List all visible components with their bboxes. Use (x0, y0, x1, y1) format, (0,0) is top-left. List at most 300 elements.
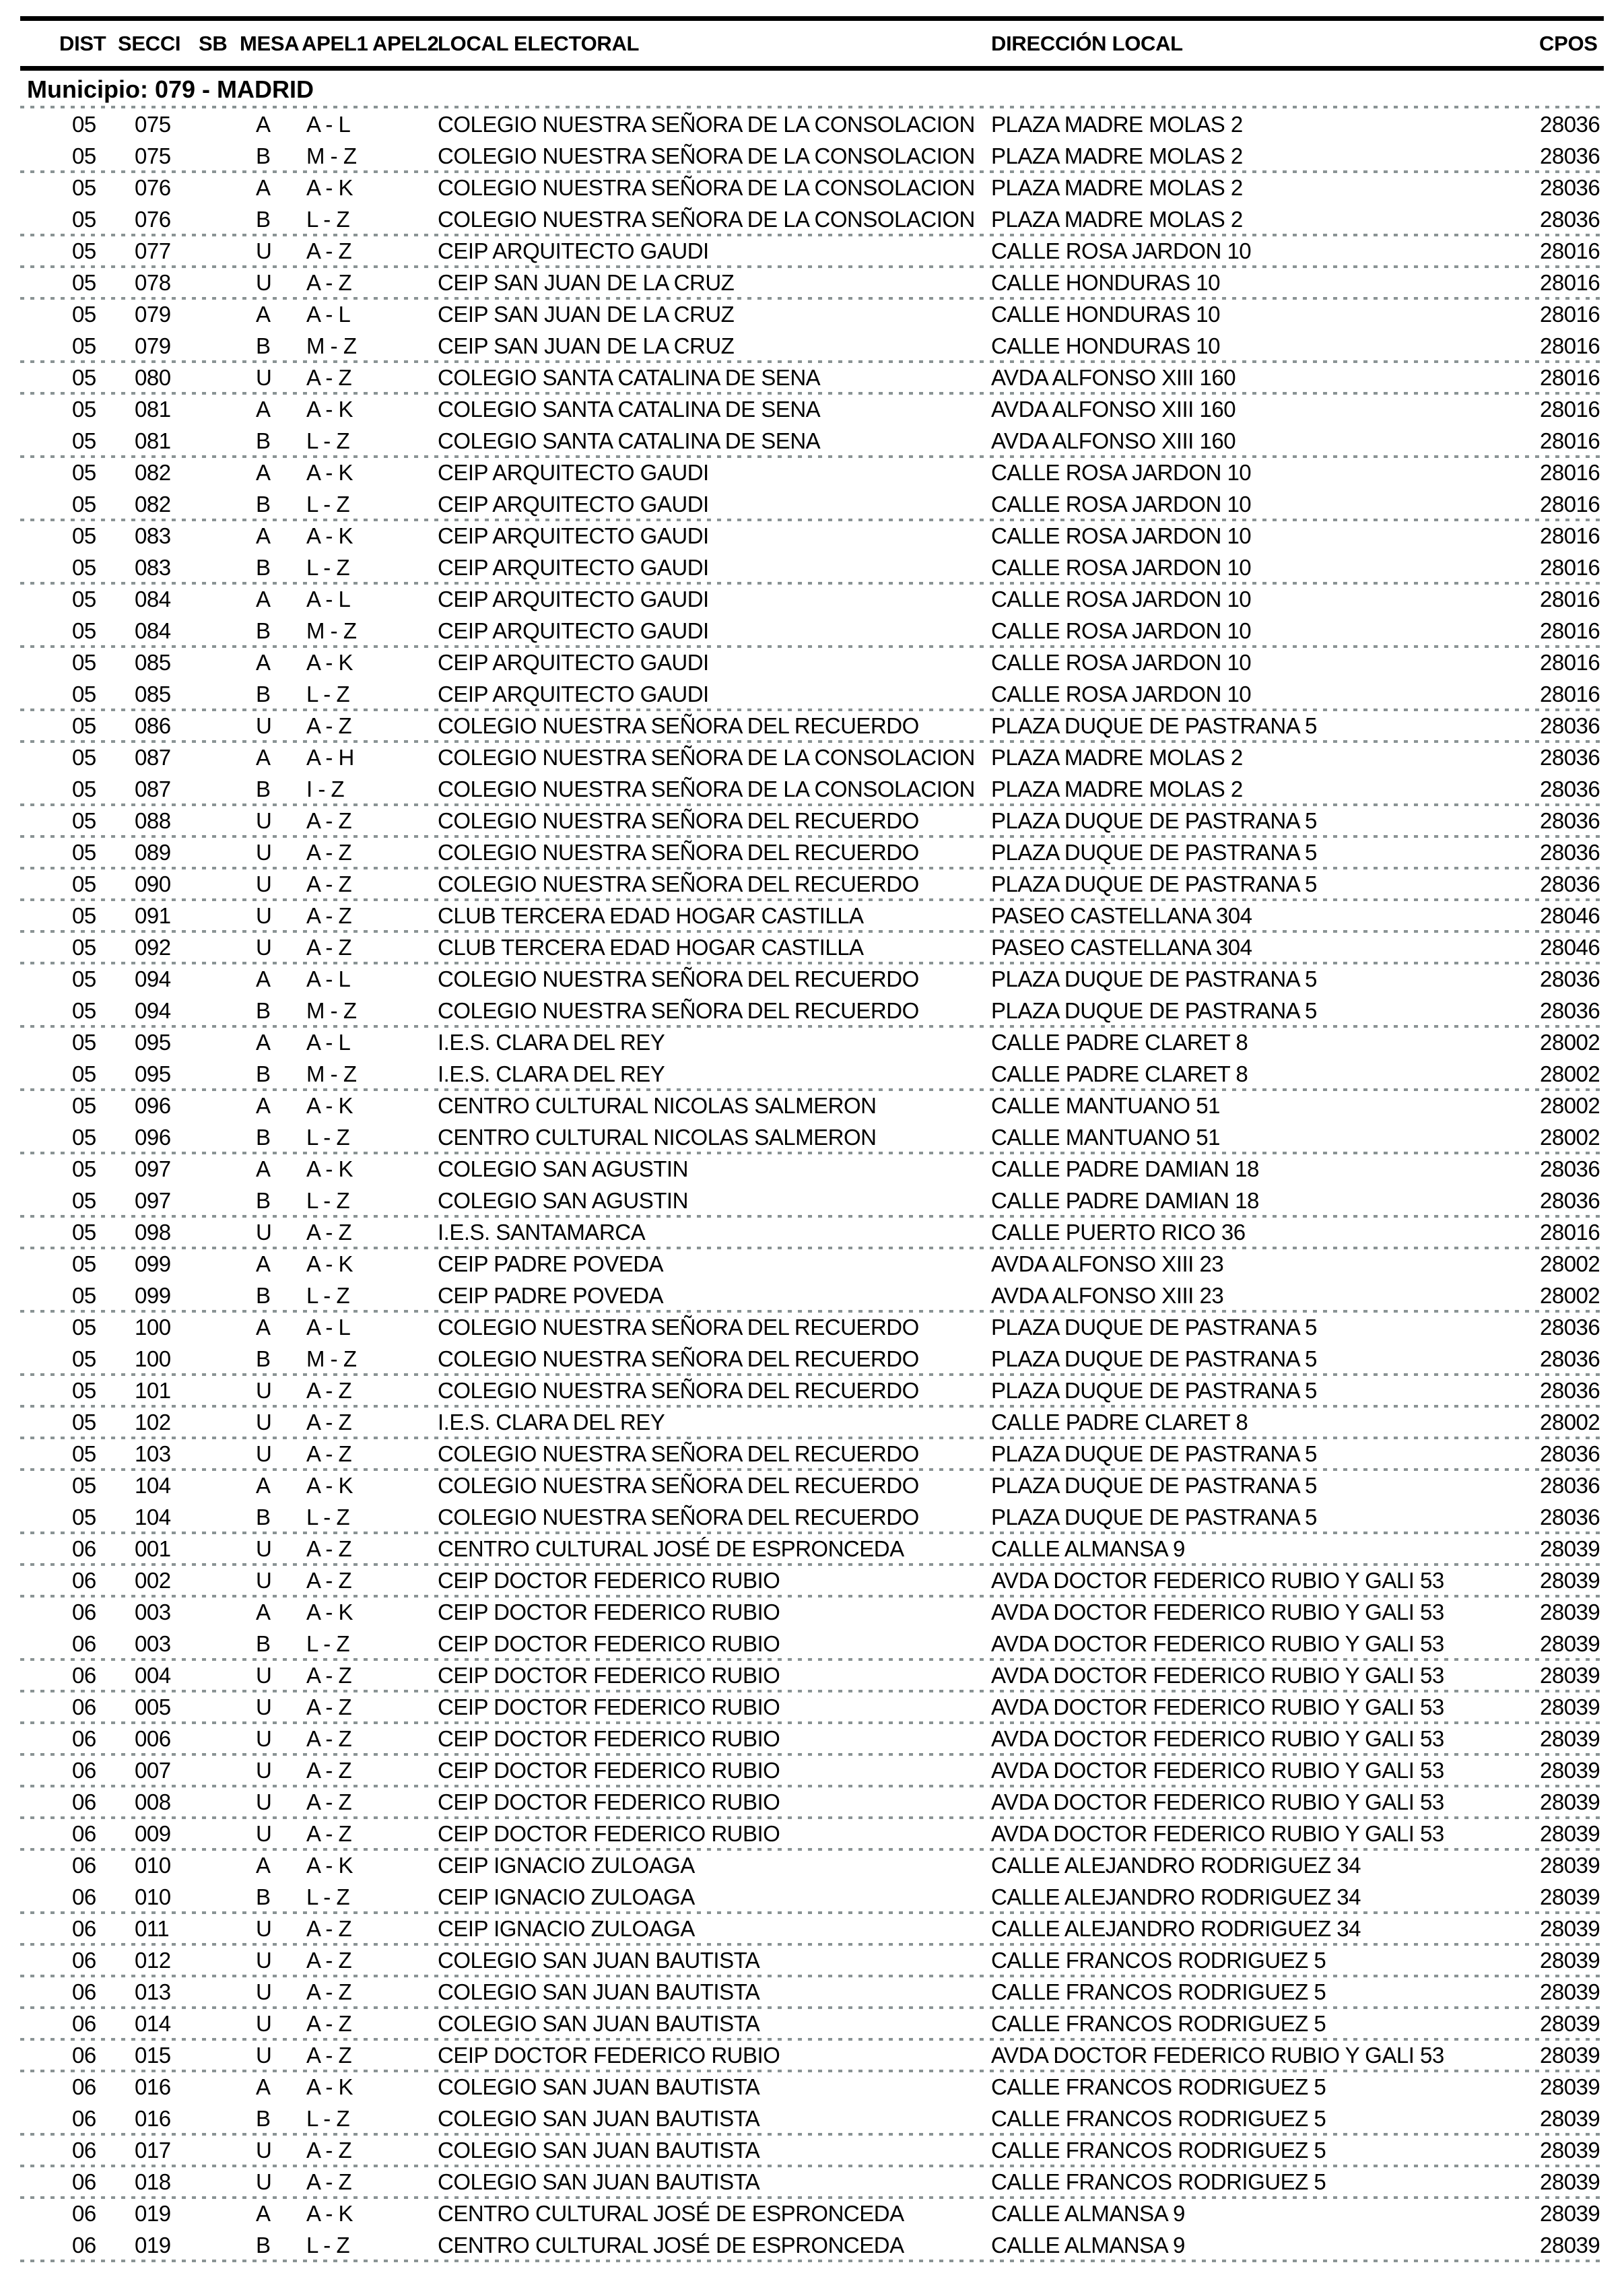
cell-dist: 05 (72, 523, 96, 548)
cell-secci: 101 (135, 1378, 171, 1403)
cell-dist: 05 (72, 618, 96, 643)
cell-apel-range: L - Z (306, 1505, 350, 1529)
cell-cpos: 28016 (1540, 365, 1600, 390)
cell-sb (199, 1090, 240, 1121)
cell-sb (199, 678, 240, 710)
table-row (20, 552, 1604, 583)
cell-direccion-local: PASEO CASTELLANA 304 (991, 935, 1252, 960)
cell-local-electoral: I.E.S. CLARA DEL REY (438, 1061, 665, 1086)
cell-apel-range: A - K (306, 2201, 353, 2226)
cell-direccion-local: CALLE ALMANSA 9 (991, 2233, 1185, 2258)
cell-apel-range: A - Z (306, 2043, 352, 2068)
cell-cpos: 28002 (1540, 1125, 1600, 1150)
cell-dist: 06 (72, 2106, 96, 2131)
secci-group (20, 1659, 1604, 1691)
cell-direccion-local: AVDA DOCTOR FEDERICO RUBIO Y GALI 53 (991, 2043, 1444, 2068)
cell-direccion-local: PLAZA MADRE MOLAS 2 (991, 143, 1243, 168)
table-row (20, 742, 1604, 773)
table-row (20, 1470, 1604, 1501)
cell-secci: 016 (135, 2106, 171, 2131)
cell-cpos: 28036 (1540, 1473, 1600, 1498)
cell-direccion-local: CALLE FRANCOS RODRIGUEZ 5 (991, 2074, 1326, 2099)
table-row (20, 805, 1604, 836)
cell-direccion-local: PLAZA MADRE MOLAS 2 (991, 745, 1243, 770)
cell-sb (199, 2229, 240, 2261)
cell-dist: 06 (72, 1568, 96, 1593)
table-row (20, 2229, 1604, 2261)
cell-secci: 099 (135, 1283, 171, 1308)
cell-cpos: 28036 (1540, 1156, 1600, 1181)
cell-apel-range: L - Z (306, 1283, 350, 1308)
cell-dist: 06 (72, 1979, 96, 2004)
table-row (20, 773, 1604, 805)
cell-sb (199, 1533, 240, 1565)
cell-local-electoral: I.E.S. CLARA DEL REY (438, 1410, 665, 1435)
cell-mesa: A (256, 1251, 271, 1276)
cell-direccion-local: AVDA ALFONSO XIII 160 (991, 397, 1236, 422)
cell-secci: 078 (135, 270, 171, 295)
cell-local-electoral: COLEGIO NUESTRA SEÑORA DEL RECUERDO (438, 1505, 919, 1529)
cell-mesa: U (256, 935, 272, 960)
secci-group (20, 457, 1604, 520)
cell-local-electoral: CEIP SAN JUAN DE LA CRUZ (438, 302, 735, 327)
cell-cpos: 28039 (1540, 1726, 1600, 1751)
cell-sb (199, 963, 240, 995)
cell-apel-range: L - Z (306, 2233, 350, 2258)
cell-cpos: 28039 (1540, 2138, 1600, 2163)
cell-cpos: 28039 (1540, 1536, 1600, 1561)
cell-direccion-local: PLAZA DUQUE DE PASTRANA 5 (991, 1505, 1317, 1529)
cell-dist: 05 (72, 808, 96, 833)
table-row (20, 1723, 1604, 1754)
secci-group (20, 1565, 1604, 1596)
cell-mesa: U (256, 808, 272, 833)
cell-direccion-local: CALLE ALMANSA 9 (991, 2201, 1185, 2226)
secci-group (20, 298, 1604, 362)
cell-mesa: U (256, 1789, 272, 1814)
cell-direccion-local: CALLE ROSA JARDON 10 (991, 650, 1252, 675)
cell-local-electoral: CENTRO CULTURAL NICOLAS SALMERON (438, 1125, 877, 1150)
cell-mesa: U (256, 2138, 272, 2163)
table-row (20, 1311, 1604, 1343)
secci-group (20, 267, 1604, 298)
cell-secci: 099 (135, 1251, 171, 1276)
table-row (20, 1754, 1604, 1786)
secci-group (20, 235, 1604, 267)
cell-cpos: 28039 (1540, 1948, 1600, 1973)
cell-direccion-local: CALLE MANTUANO 51 (991, 1125, 1220, 1150)
cell-apel-range: A - Z (306, 1821, 352, 1846)
cell-local-electoral: CEIP ARQUITECTO GAUDI (438, 650, 709, 675)
cell-secci: 100 (135, 1315, 171, 1340)
table-row (20, 1406, 1604, 1438)
cell-direccion-local: AVDA DOCTOR FEDERICO RUBIO Y GALI 53 (991, 1600, 1444, 1624)
cell-mesa: U (256, 1694, 272, 1719)
cell-sb (199, 1786, 240, 1818)
cell-cpos: 28036 (1540, 777, 1600, 801)
cell-sb (199, 298, 240, 330)
cell-sb (199, 2103, 240, 2134)
cell-apel-range: A - Z (306, 840, 352, 865)
table-row (20, 1849, 1604, 1881)
cell-dist: 05 (72, 555, 96, 580)
table-row (20, 1786, 1604, 1818)
secci-group (20, 108, 1604, 172)
cell-local-electoral: CEIP IGNACIO ZULOAGA (438, 1884, 695, 1909)
cell-cpos: 28039 (1540, 2169, 1600, 2194)
cell-apel-range: A - L (306, 966, 351, 991)
cell-direccion-local: CALLE ROSA JARDON 10 (991, 618, 1252, 643)
cell-direccion-local: AVDA ALFONSO XIII 23 (991, 1283, 1224, 1308)
cell-secci: 087 (135, 745, 171, 770)
cell-cpos: 28016 (1540, 555, 1600, 580)
cell-local-electoral: COLEGIO NUESTRA SEÑORA DE LA CONSOLACION (438, 745, 975, 770)
secci-group (20, 1533, 1604, 1565)
table-row (20, 995, 1604, 1026)
cell-secci: 013 (135, 1979, 171, 2004)
cell-mesa: A (256, 1853, 271, 1878)
table-row (20, 1438, 1604, 1470)
cell-local-electoral: COLEGIO NUESTRA SEÑORA DEL RECUERDO (438, 1473, 919, 1498)
cell-dist: 06 (72, 2043, 96, 2068)
table-row (20, 1090, 1604, 1121)
cell-cpos: 28039 (1540, 1694, 1600, 1719)
secci-group (20, 393, 1604, 457)
cell-cpos: 28036 (1540, 207, 1600, 232)
cell-local-electoral: COLEGIO NUESTRA SEÑORA DE LA CONSOLACION (438, 777, 975, 801)
cell-apel-range: A - Z (306, 1663, 352, 1688)
cell-local-electoral: COLEGIO NUESTRA SEÑORA DE LA CONSOLACION (438, 207, 975, 232)
cell-apel-range: L - Z (306, 1884, 350, 1909)
table-row (20, 2071, 1604, 2103)
cell-dist: 06 (72, 1884, 96, 1909)
secci-group (20, 362, 1604, 393)
table-row (20, 1026, 1604, 1058)
cell-cpos: 28016 (1540, 492, 1600, 517)
cell-secci: 016 (135, 2074, 171, 2099)
cell-cpos: 28039 (1540, 1916, 1600, 1941)
cell-cpos: 28016 (1540, 587, 1600, 612)
cell-local-electoral: CEIP IGNACIO ZULOAGA (438, 1916, 695, 1941)
table-row (20, 362, 1604, 393)
cell-dist: 05 (72, 1346, 96, 1371)
cell-mesa: U (256, 2043, 272, 2068)
cell-dist: 05 (72, 1473, 96, 1498)
table-row (20, 710, 1604, 742)
column-header-apel2: APEL2 (372, 31, 439, 55)
cell-secci: 008 (135, 1789, 171, 1814)
cell-cpos: 28039 (1540, 2074, 1600, 2099)
cell-mesa: A (256, 587, 271, 612)
cell-mesa: A (256, 1156, 271, 1181)
table-row (20, 203, 1604, 235)
cell-direccion-local: PLAZA DUQUE DE PASTRANA 5 (991, 1378, 1317, 1403)
cell-local-electoral: CENTRO CULTURAL JOSÉ DE ESPRONCEDA (438, 2233, 904, 2258)
secci-group (20, 1248, 1604, 1311)
table-row (20, 1533, 1604, 1565)
cell-cpos: 28039 (1540, 1789, 1600, 1814)
cell-mesa: B (256, 143, 271, 168)
secci-group (20, 1311, 1604, 1375)
cell-secci: 010 (135, 1884, 171, 1909)
secci-group (20, 1596, 1604, 1659)
cell-sb (199, 1153, 240, 1185)
cell-sb (199, 1659, 240, 1691)
cell-direccion-local: CALLE MANTUANO 51 (991, 1093, 1220, 1118)
cell-mesa: U (256, 1378, 272, 1403)
cell-direccion-local: CALLE FRANCOS RODRIGUEZ 5 (991, 2138, 1326, 2163)
cell-secci: 090 (135, 871, 171, 896)
cell-direccion-local: PLAZA MADRE MOLAS 2 (991, 175, 1243, 200)
cell-direccion-local: CALLE ROSA JARDON 10 (991, 238, 1252, 263)
cell-mesa: U (256, 2011, 272, 2036)
cell-cpos: 28016 (1540, 333, 1600, 358)
column-header-secci: SECCI (118, 31, 181, 55)
cell-local-electoral: CENTRO CULTURAL JOSÉ DE ESPRONCEDA (438, 1536, 904, 1561)
cell-direccion-local: PLAZA DUQUE DE PASTRANA 5 (991, 1346, 1317, 1371)
cell-direccion-local: PASEO CASTELLANA 304 (991, 903, 1252, 928)
cell-apel-range: A - Z (306, 1410, 352, 1435)
cell-cpos: 28039 (1540, 1663, 1600, 1688)
cell-local-electoral: COLEGIO NUESTRA SEÑORA DEL RECUERDO (438, 966, 919, 991)
cell-direccion-local: AVDA DOCTOR FEDERICO RUBIO Y GALI 53 (991, 1821, 1444, 1846)
cell-apel-range: A - K (306, 523, 353, 548)
cell-mesa: U (256, 1948, 272, 1973)
cell-sb (199, 805, 240, 836)
cell-dist: 05 (72, 650, 96, 675)
column-header-direccion-local: DIRECCIÓN LOCAL (991, 31, 1183, 55)
cell-dist: 05 (72, 365, 96, 390)
cell-secci: 082 (135, 492, 171, 517)
cell-apel-range: A - Z (306, 1916, 352, 1941)
table-row (20, 1881, 1604, 1913)
cell-dist: 05 (72, 713, 96, 738)
table-row (20, 298, 1604, 330)
cell-cpos: 28039 (1540, 2011, 1600, 2036)
cell-direccion-local: CALLE ROSA JARDON 10 (991, 460, 1252, 485)
cell-apel-range: A - K (306, 397, 353, 422)
cell-dist: 05 (72, 1220, 96, 1245)
cell-sb (199, 1628, 240, 1659)
cell-secci: 082 (135, 460, 171, 485)
cell-cpos: 28036 (1540, 1346, 1600, 1371)
cell-cpos: 28036 (1540, 143, 1600, 168)
cell-mesa: U (256, 871, 272, 896)
cell-dist: 05 (72, 270, 96, 295)
cell-sb (199, 583, 240, 615)
cell-sb (199, 1185, 240, 1216)
cell-secci: 094 (135, 966, 171, 991)
cell-secci: 075 (135, 112, 171, 137)
secci-group (20, 520, 1604, 583)
cell-mesa: U (256, 1663, 272, 1688)
cell-mesa: A (256, 650, 271, 675)
cell-mesa: B (256, 333, 271, 358)
cell-dist: 05 (72, 1093, 96, 1118)
cell-dist: 05 (72, 1505, 96, 1529)
cell-direccion-local: PLAZA DUQUE DE PASTRANA 5 (991, 998, 1317, 1023)
cell-cpos: 28036 (1540, 1188, 1600, 1213)
cell-apel-range: A - L (306, 112, 351, 137)
cell-direccion-local: PLAZA DUQUE DE PASTRANA 5 (991, 713, 1317, 738)
cell-mesa: B (256, 1631, 271, 1656)
cell-sb (199, 457, 240, 488)
cell-secci: 006 (135, 1726, 171, 1751)
cell-apel-range: A - K (306, 1600, 353, 1624)
table-row (20, 1818, 1604, 1849)
cell-mesa: U (256, 1536, 272, 1561)
table-row (20, 1153, 1604, 1185)
cell-local-electoral: COLEGIO SANTA CATALINA DE SENA (438, 428, 821, 453)
secci-group (20, 1438, 1604, 1470)
column-header-apel1: APEL1 (302, 31, 368, 55)
cell-apel-range: A - Z (306, 365, 352, 390)
cell-cpos: 28036 (1540, 1441, 1600, 1466)
cell-mesa: U (256, 1220, 272, 1245)
cell-direccion-local: AVDA DOCTOR FEDERICO RUBIO Y GALI 53 (991, 1758, 1444, 1783)
cell-sb (199, 1375, 240, 1406)
cell-cpos: 28039 (1540, 1568, 1600, 1593)
cell-dist: 05 (72, 1061, 96, 1086)
cell-dist: 06 (72, 1948, 96, 1973)
cell-cpos: 28016 (1540, 270, 1600, 295)
cell-sb (199, 1343, 240, 1375)
cell-secci: 083 (135, 523, 171, 548)
cell-apel-range: A - Z (306, 1758, 352, 1783)
cell-sb (199, 1818, 240, 1849)
cell-local-electoral: CEIP SAN JUAN DE LA CRUZ (438, 270, 735, 295)
cell-secci: 085 (135, 682, 171, 706)
cell-cpos: 28039 (1540, 1979, 1600, 2004)
secci-group (20, 1944, 1604, 1976)
cell-sb (199, 393, 240, 425)
cell-dist: 05 (72, 175, 96, 200)
cell-secci: 005 (135, 1694, 171, 1719)
table-row (20, 425, 1604, 457)
cell-local-electoral: COLEGIO SAN JUAN BAUTISTA (438, 1948, 760, 1973)
table-row (20, 1343, 1604, 1375)
cell-apel-range: A - K (306, 650, 353, 675)
cell-sb (199, 647, 240, 678)
secci-group (20, 1026, 1604, 1090)
cell-sb (199, 2008, 240, 2039)
cell-cpos: 28039 (1540, 1821, 1600, 1846)
secci-group (20, 647, 1604, 710)
cell-apel-range: I - Z (306, 777, 345, 801)
secci-group (20, 1786, 1604, 1818)
cell-dist: 05 (72, 302, 96, 327)
cell-sb (199, 1881, 240, 1913)
cell-dist: 05 (72, 1410, 96, 1435)
table-row (20, 1913, 1604, 1944)
cell-sb (199, 362, 240, 393)
cell-mesa: A (256, 1315, 271, 1340)
cell-apel-range: A - Z (306, 1979, 352, 2004)
table-header (20, 21, 1604, 66)
secci-group (20, 805, 1604, 836)
cell-cpos: 28002 (1540, 1061, 1600, 1086)
cell-apel-range: A - L (306, 587, 351, 612)
table-row (20, 963, 1604, 995)
cell-mesa: U (256, 365, 272, 390)
cell-local-electoral: CEIP DOCTOR FEDERICO RUBIO (438, 1631, 780, 1656)
cell-dist: 05 (72, 998, 96, 1023)
cell-cpos: 28016 (1540, 238, 1600, 263)
cell-local-electoral: CENTRO CULTURAL JOSÉ DE ESPRONCEDA (438, 2201, 904, 2226)
cell-local-electoral: CEIP DOCTOR FEDERICO RUBIO (438, 1789, 780, 1814)
cell-secci: 007 (135, 1758, 171, 1783)
cell-secci: 075 (135, 143, 171, 168)
cell-mesa: U (256, 1979, 272, 2004)
cell-local-electoral: COLEGIO SAN JUAN BAUTISTA (438, 1979, 760, 2004)
cell-cpos: 28039 (1540, 1631, 1600, 1656)
cell-local-electoral: COLEGIO SAN JUAN BAUTISTA (438, 2074, 760, 2099)
cell-direccion-local: AVDA DOCTOR FEDERICO RUBIO Y GALI 53 (991, 1568, 1444, 1593)
cell-dist: 05 (72, 1283, 96, 1308)
cell-sb (199, 742, 240, 773)
cell-cpos: 28039 (1540, 1853, 1600, 1878)
cell-direccion-local: PLAZA MADRE MOLAS 2 (991, 112, 1243, 137)
table-row (20, 267, 1604, 298)
table-row (20, 868, 1604, 900)
cell-apel-range: M - Z (306, 333, 357, 358)
cell-secci: 086 (135, 713, 171, 738)
cell-direccion-local: CALLE ROSA JARDON 10 (991, 682, 1252, 706)
cell-cpos: 28046 (1540, 903, 1600, 928)
header-rule (20, 66, 1604, 71)
secci-group (20, 1153, 1604, 1216)
cell-sb (199, 1976, 240, 2008)
cell-apel-range: A - Z (306, 1441, 352, 1466)
cell-dist: 06 (72, 1821, 96, 1846)
cell-secci: 087 (135, 777, 171, 801)
cell-dist: 05 (72, 777, 96, 801)
cell-local-electoral: COLEGIO NUESTRA SEÑORA DEL RECUERDO (438, 713, 919, 738)
cell-secci: 092 (135, 935, 171, 960)
cell-dist: 06 (72, 2074, 96, 2099)
cell-apel-range: L - Z (306, 1631, 350, 1656)
cell-sb (199, 203, 240, 235)
cell-dist: 05 (72, 1125, 96, 1150)
cell-cpos: 28036 (1540, 1505, 1600, 1529)
cell-secci: 010 (135, 1853, 171, 1878)
cell-apel-range: L - Z (306, 555, 350, 580)
cell-local-electoral: COLEGIO NUESTRA SEÑORA DEL RECUERDO (438, 1378, 919, 1403)
cell-direccion-local: CALLE HONDURAS 10 (991, 270, 1220, 295)
cell-direccion-local: AVDA DOCTOR FEDERICO RUBIO Y GALI 53 (991, 1726, 1444, 1751)
cell-sb (199, 1026, 240, 1058)
cell-cpos: 28039 (1540, 2043, 1600, 2068)
cell-local-electoral: COLEGIO SAN AGUSTIN (438, 1188, 688, 1213)
cell-secci: 003 (135, 1600, 171, 1624)
cell-sb (199, 2198, 240, 2229)
cell-mesa: B (256, 2233, 271, 2258)
cell-direccion-local: CALLE ALMANSA 9 (991, 1536, 1185, 1561)
cell-local-electoral: COLEGIO SAN JUAN BAUTISTA (438, 2106, 760, 2131)
column-header-sb: SB (199, 31, 228, 55)
cell-direccion-local: PLAZA MADRE MOLAS 2 (991, 777, 1243, 801)
table-row (20, 457, 1604, 488)
cell-sb (199, 330, 240, 362)
cell-direccion-local: CALLE PADRE DAMIAN 18 (991, 1156, 1259, 1181)
cell-mesa: B (256, 618, 271, 643)
cell-dist: 05 (72, 935, 96, 960)
cell-secci: 077 (135, 238, 171, 263)
cell-cpos: 28036 (1540, 840, 1600, 865)
table-row (20, 615, 1604, 647)
cell-apel-range: M - Z (306, 998, 357, 1023)
cell-sb (199, 552, 240, 583)
